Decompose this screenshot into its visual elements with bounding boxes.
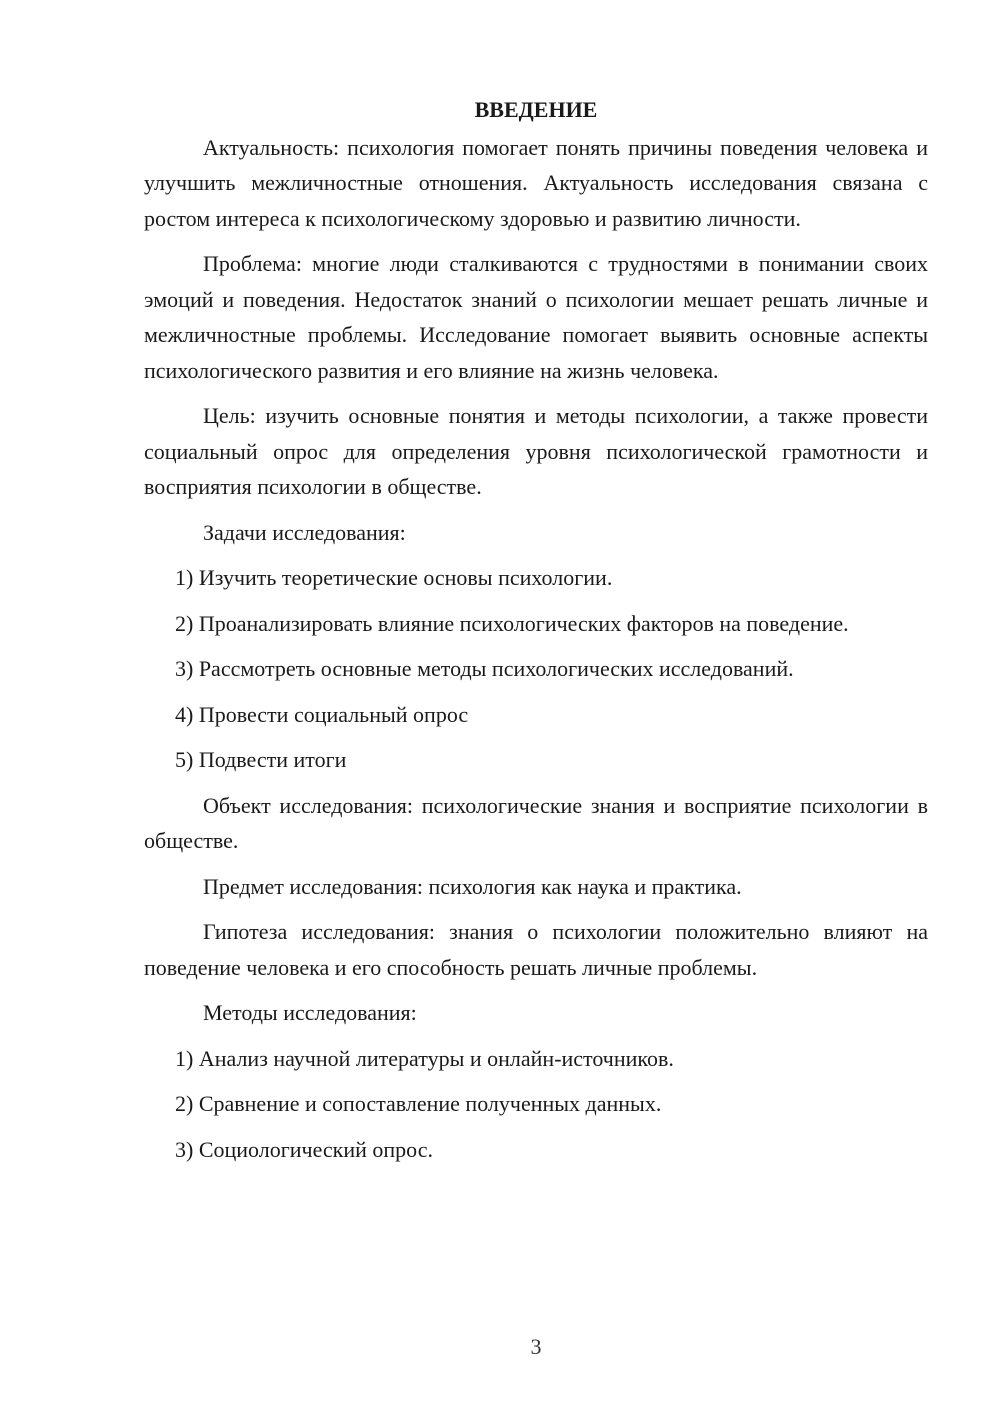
method-item-3: 3) Социологический опрос. [175, 1136, 433, 1162]
method-item-2: 2) Сравнение и сопоставление полученных данных. [175, 1091, 662, 1116]
tasks-heading: Задачи исследования: [203, 519, 406, 545]
page-number: 3 [530, 1334, 542, 1359]
task-item-1: 1) Изучить теоретические основы психологии. [175, 565, 613, 590]
paragraph-relevance: Актуальность: психология помогает понять причины поведения человека и улучшить межличностные отношения. Актуальность исследования связана с ростом интереса к психологическому здоровью и развитию личности. [144, 134, 928, 231]
task-item-5: 5) Подвести итоги [175, 747, 347, 772]
methods-heading: Методы исследования: [203, 1000, 417, 1025]
task-item-2: 2) Проанализировать влияние психологических факторов на поведение. [175, 610, 849, 636]
paragraph-subject: Предмет исследования: психология как наука и практика. [203, 873, 742, 899]
paragraph-object: Объект исследования: психологические знания и восприятие психологии в обществе. [144, 792, 928, 853]
paragraph-goal: Цель: изучить основные понятия и методы психологии, а также провести социальный опрос для определения уровня психологической грамотности и восприятия психологии в обществе. [144, 403, 928, 499]
page-title: ВВЕДЕНИЕ [474, 97, 598, 122]
paragraph-hypothesis: Гипотеза исследования: знания о психологии положительно влияют на поведение человека и его способность решать личные проблемы. [144, 919, 928, 980]
task-item-3: 3) Рассмотреть основные методы психологических исследований. [175, 656, 794, 681]
paragraph-problem: Проблема: многие люди сталкиваются с трудностями в понимании своих эмоций и поведения. Недостаток знаний о психологии мешает решать личные и межличностные проблемы. Исследование помогает выявить основные аспекты психологического развития и его влияние на жизнь человека. [144, 251, 928, 383]
method-item-1: 1) Анализ научной литературы и онлайн-источников. [175, 1045, 674, 1071]
task-item-4: 4) Провести социальный опрос [175, 701, 469, 727]
page-content [144, 92, 928, 1177]
